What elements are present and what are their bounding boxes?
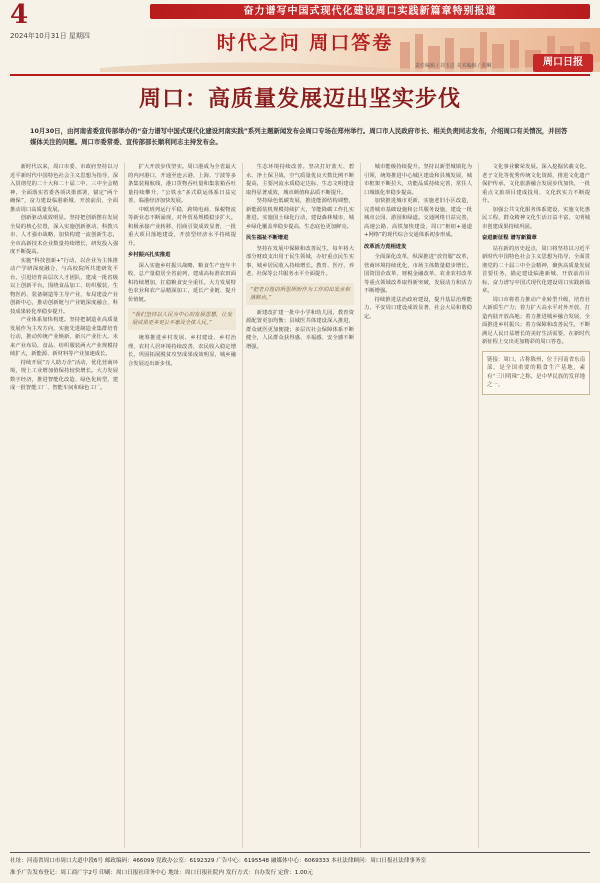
paragraph: 坚持在发展中保障和改善民生，每年将大部分财政支出用于民生领域，办好重点民生实事，城乡居民收入持续增长。教育、医疗、养老、社保等公共服务水平全面提升。 xyxy=(246,245,354,277)
column-divider xyxy=(360,163,361,848)
paragraph: 新建改扩建一批中小学和幼儿园，教育资源配置更加均衡；县域医共体建设深入推进，群众就医更加便捷；多层次社会保障体系不断健全，人民群众获得感、幸福感、安全感不断增强。 xyxy=(246,309,354,350)
footer-line-2: 准予广告发布登记：周工商广字2号 印刷：周口日报社印务中心 地址：周口日报社院内 发行方式：自办发行 定价：1.00元 xyxy=(10,870,313,876)
paragraph: 实施“科技创新+”行动，以企业为主体推动产学研深度融合，与高校院所共建研发平台，引进培育高层次人才团队，建成一批省级以上创新平台。围绕食品加工、纺织服装、生物医药、装备制造等主导产业，布局建设产业创新中心，推动创新链与产业链深度融合，科技成果转化率稳步提升。 xyxy=(10,257,118,315)
footer-line-1: 社址：河南省周口市周口大道中段6号 邮政编码：466099 党政办公室：6192329 广告中心：6195548 融媒体中心：6069333 本社法律顾问：周口日报社法律事务室 xyxy=(10,858,427,864)
column-divider xyxy=(478,163,479,848)
column-1 xyxy=(10,163,118,848)
paragraph: 扩大开放步伐坚实。周口港成为全省最大的内河港口，开通至连云港、上海、宁波等多条集装箱航线，港口货物吞吐量和集装箱吞吐量持续攀升，“公铁水”多式联运体系日益完善，临港经济加快发展。 xyxy=(128,164,236,204)
paragraph: 全面深化改革，纵深推进“放管服”改革，营商环境持续优化，市场主体数量稳步增长。国资国企改革、财税金融改革、农业农村改革等重点领域改革取得新突破，发展动力和活力不断增强。 xyxy=(364,254,472,294)
column-4 xyxy=(364,163,472,848)
newspaper-logo: 周口日报 xyxy=(533,54,593,72)
paragraph: 持续开展“万人助万企”活动，优化营商环境，规上工业增加值保持较快增长。大力发展数字经济，推进智能化改造、绿色化转型，建成一批智能工厂、智能车间和绿色工厂。 xyxy=(10,359,118,391)
column-5 xyxy=(482,163,590,848)
article-body xyxy=(10,163,590,848)
paragraph: 产业体系加快构建。坚持把制造业高质量发展作为主攻方向，实施先进制造业集群培育行动，推动传统产业焕新、新兴产业壮大、未来产业布局，食品、纺织服装两大产业规模持续扩大，新能源、新材料等产业加速成长。 xyxy=(10,317,118,357)
section-title: 时代之问 周口答卷 xyxy=(216,32,394,54)
pull-quote: “我们坚持以人民为中心的发展思想，让发展成果更多更公平惠及全体人民。” xyxy=(128,308,236,330)
paragraph: 加强公共文化服务体系建设，实施文化惠民工程，群众精神文化生活日益丰富，文明城市创建成果持续巩固。 xyxy=(482,206,590,230)
paragraph: 深入实施乡村振兴战略，粮食生产连年丰收，总产量稳居全省前列，建成高标准农田面积持续增加，扛稳粮食安全重任。大力发展特色农业和农产品精深加工，延长产业链、提升价值链。 xyxy=(128,262,236,303)
column-3 xyxy=(246,163,354,848)
paragraph: 坚持绿色低碳发展，推进能源结构调整，新能源装机规模持续扩大，节能降碳工作扎实推进。实施国土绿化行动，建设森林城市，城乡绿化覆盖率稳步提高，生态底色更加鲜亮。 xyxy=(246,198,354,230)
page-footer xyxy=(10,855,590,881)
subheading: 奋进新征程 谱写新篇章 xyxy=(482,235,537,241)
paragraph: 持续推进法治政府建设，提升基层治理能力，平安周口建设成效显著，社会大局和谐稳定。 xyxy=(364,296,472,320)
subheading: 改革活力竞相迸发 xyxy=(364,243,407,250)
side-note-box: 链接：周口，古称陈州，位于河南省东南部，是全国重要的粮食生产基地，素有“三川明珠”之称，是中华民族的发祥地之一。 xyxy=(482,351,590,395)
issue-date: 2024年10月31日 星期四 xyxy=(10,32,90,40)
pull-quote: “把老百姓的所思所盼作为工作的出发点和落脚点。” xyxy=(246,283,354,305)
header-divider xyxy=(10,74,590,76)
editor-credit: 责任编辑 / 刘玉洁 美术编辑 / 张琳 xyxy=(415,63,492,69)
paragraph: 统筹推进乡村发展、乡村建设、乡村治理，农村人居环境持续改善，农民收入稳定增长，巩固拓展脱贫攻坚成果成效明显，城乡融合发展迈出新步伐。 xyxy=(128,335,236,367)
article-lede: 10月30日，由河南省委宣传部举办的“奋力谱写中国式现代化建设河南实践”系列主题新闻发布会周口专场在郑州举行。周口市人民政府市长、相关负责同志发布，介绍周口有关情况，并回答媒体关注的问题。周口市委常委、宣传部部长顺利同志主持发布会。 xyxy=(30,127,568,146)
page-number: 4 xyxy=(10,0,29,30)
subheading: 乡村振兴扎实推进 xyxy=(128,252,171,258)
column-divider xyxy=(242,163,243,848)
paragraph: 中欧班列运行平稳，跨境电商、保税物流等新业态不断涌现，对外贸易规模稳步扩大。积极承接产业转移，招商引资成效显著，一批重大项目落地建设，开放型经济水平持续提升。 xyxy=(128,206,236,247)
paragraph: 生态环境持续改善。坚决打好蓝天、碧水、净土保卫战，空气质量优良天数比例不断提高，主要河流水质稳定达标，生态文明建设取得显著成效，城市颜值和品质不断提升。 xyxy=(246,164,354,196)
article-headline: 周口：高质量发展迈出坚实步伐 xyxy=(138,87,461,112)
paragraph: 加快推进城市更新，实施老旧小区改造，完善城市基础设施和公共服务设施，建设一批城市公园、游园和绿道。交通网络日益完善，高速公路、高铁加快建设，周口“枢纽+通道+网络”的现代综合交通体系初步形成。 xyxy=(364,198,472,238)
paragraph: 周口市将着力推动产业转型升级，培育壮大新质生产力；着力扩大高水平对外开放，打造内陆开放高地；着力推进城乡融合发展，全面推进乡村振兴；着力保障和改善民生，不断满足人民日益增长的美好生活需要，在新时代新征程上交出更加精彩的周口答卷。 xyxy=(482,296,590,345)
subheading: 民生福祉不断增进 xyxy=(246,235,289,241)
footer-divider xyxy=(10,852,590,853)
column-divider xyxy=(124,163,125,848)
paragraph: 新时代以来，周口市委、市政府坚持以习近平新时代中国特色社会主义思想为指导，深入贯彻党的二十大和二十届二中、三中全会精神，全面落实省委各项决策部署，锚定“两个确保”，奋力建设临港新城、开放前沿，全面推动周口高质量发展。 xyxy=(10,164,118,213)
paragraph: 站在新的历史起点，周口将坚持以习近平新时代中国特色社会主义思想为指导，全面贯彻党的二十届三中全会精神，聚焦高质量发展首要任务，锚定建设临港新城、开放前沿目标，奋力谱写中国式现代化建设周口实践新篇章。 xyxy=(482,245,590,294)
series-banner: 奋力谱写中国式现代化建设周口实践新篇章特别报道 xyxy=(150,4,590,19)
section-header xyxy=(0,16,600,72)
column-2 xyxy=(128,163,236,848)
paragraph: 文化事业繁荣发展。深入挖掘伏羲文化、老子文化等优秀传统文化资源，推进文化遗产保护传承，文化旅游融合发展步伐加快，一批重点文旅项目建成投用，文化软实力不断提升。 xyxy=(482,164,590,204)
paragraph: 创新驱动成效明显。坚持把创新摆在发展全局的核心位置，深入实施创新驱动、科教兴市、人才强市战略，加快构建一流创新生态，全市高新技术企业数量持续增长，研发投入强度不断提高。 xyxy=(10,215,118,255)
paragraph: 城市能级持续提升。坚持以新型城镇化为引领，统筹推进中心城区建设和县城发展，城市框架不断拉大，功能品质持续完善，常住人口城镇化率稳步提高。 xyxy=(364,164,472,196)
